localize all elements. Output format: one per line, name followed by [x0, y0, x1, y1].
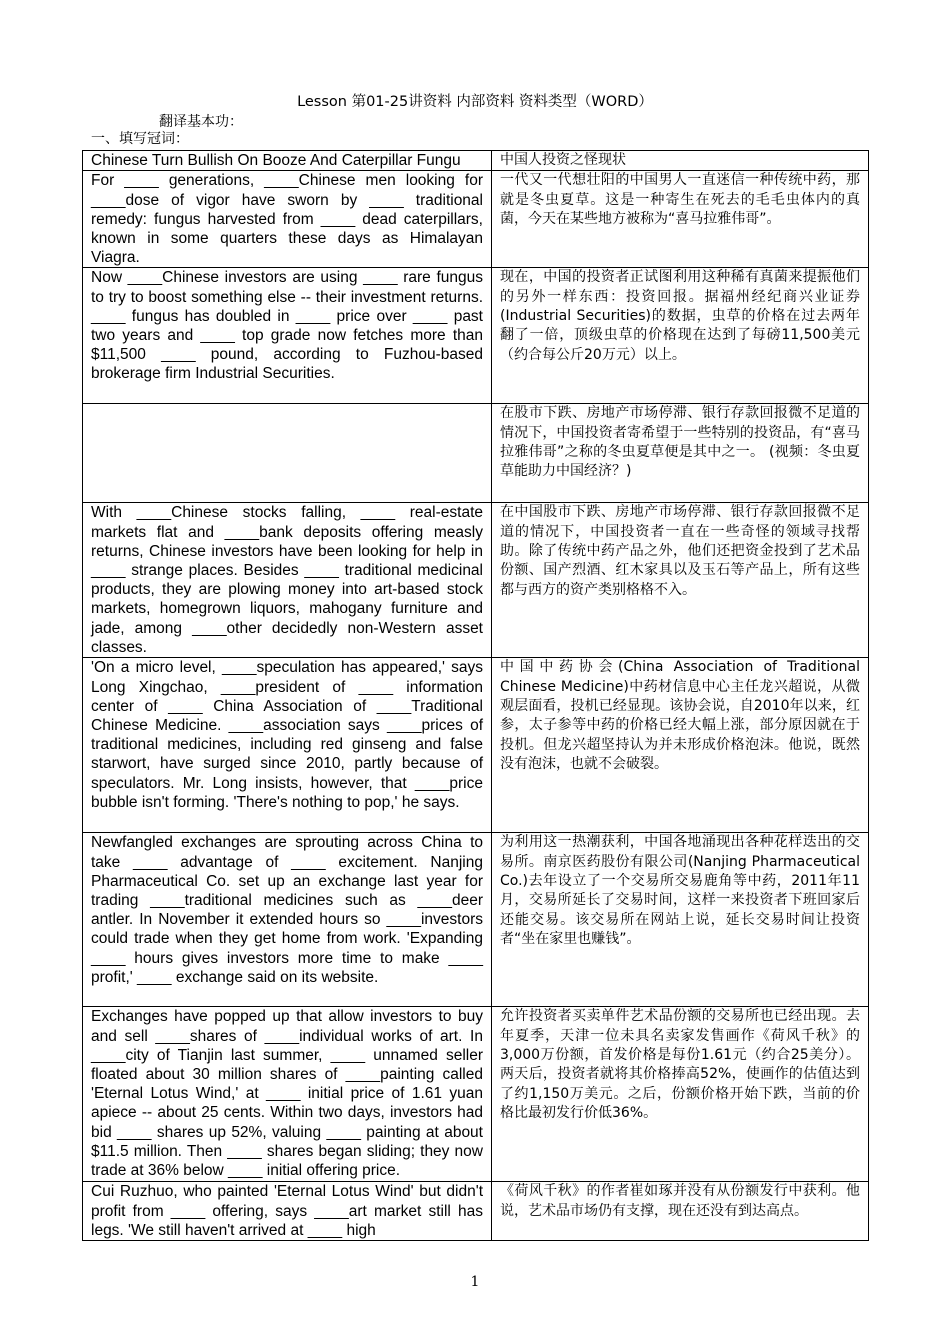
section-subtitle: 翻译基本功： [159, 114, 243, 130]
chinese-cell: 中国中药协会(China Association of Traditional Chinese Medicine)中药材信息中心主任龙兴超说，从微观层面看，投机已经显现。该协会说，自2010年以来，红参，太子参等中药的价格已经大幅上涨，部分原因就在于投机。但龙兴超坚持认为并未形成价格泡沫。他说，既然没有泡沫，也就不会破裂。 [492, 658, 869, 833]
chinese-cell: 《荷风千秋》的作者崔如琢并没有从份额发行中获利。他说，艺术品市场仍有支撑，现在还没有到达高点。 [492, 1182, 869, 1241]
table-row [83, 1182, 869, 1241]
chinese-cell: 中国人投资之怪现状 [492, 151, 869, 171]
english-cell: Cui Ruzhuo, who painted 'Eternal Lotus Wind' but didn't profit from ____ offering, says ____art market still has legs. 'We still haven't arrived at ____ high [83, 1182, 492, 1241]
english-cell: For ____ generations, ____Chinese men looking for ____dose of vigor have sworn by ____ traditional remedy: fungus harvested from ____ dead caterpillars, known in some quarters these days as Himalayan Viagra. [83, 171, 492, 268]
english-cell: Exchanges have popped up that allow investors to buy and sell ____shares of ____individual works of art. In ____city of Tianjin last summer, ____ unnamed seller floated about 30 million shares of ____painting called 'Eternal Lotus Wind,' at ____ initial price of 1.61 yuan apiece -- about 25 cents. Within two days, investors had bid ____ shares up 52%, valuing ____ painting at about $11.5 million. Then ____ shares began sliding; they now trade at 36% below ____ initial offering price. [83, 1007, 492, 1182]
chinese-cell: 允许投资者买卖单件艺术品份额的交易所也已经出现。去年夏季，天津一位未具名卖家发售画作《荷风千秋》的3,000万份额，首发价格是每份1.61元（约合25美分）。两天后，投资者就将其价格捧高52%，使画作的估值达到了约1,150万美元。之后，份额价格开始下跌，当前的价格比最初发行价低36%。 [492, 1007, 869, 1182]
table-row [83, 658, 869, 833]
table-row [83, 268, 869, 404]
chinese-cell: 现在，中国的投资者正试图利用这种稀有真菌来提振他们的另外一样东西：投资回报。据福州经纪商兴业证券(Industrial Securities)的数据，虫草的价格在过去两年翻了一倍，顶级虫草的价格现在达到了每磅11,500美元（约合每公斤20万元）以上。 [492, 268, 869, 404]
chinese-cell: 在中国股市下跌、房地产市场停滞、银行存款回报微不足道的情况下，中国投资者一直在一些奇怪的领域寻找帮助。除了传统中药产品之外，他们还把资金投到了艺术品份额、国产烈酒、红木家具以及玉石等产品上，所有这些都与西方的资产类别格格不入。 [492, 503, 869, 658]
english-cell: Now ____Chinese investors are using ____ rare fungus to try to boost something else -- their investment returns. ____ fungus has doubled in ____ price over ____ past two years and ____ top grade now fetches more than $11,500 ____ pound, according to Fuzhou-based brokerage firm Industrial Securities. [83, 268, 492, 404]
table-row [83, 1007, 869, 1182]
chinese-cell: 一代又一代想壮阳的中国男人一直迷信一种传统中药，那就是冬虫夏草。这是一种寄生在死去的毛毛虫体内的真菌，今天在某些地方被称为“喜马拉雅伟哥”。 [492, 171, 869, 268]
table-row [83, 171, 869, 268]
english-cell: Newfangled exchanges are sprouting across China to take ____ advantage of ____ excitement. Nanjing Pharmaceutical Co. set up an exchange last year for trading ____traditional medicines such as ____deer antler. In November it extended hours so ____investors could trade when they get home from work. 'Expanding ____ hours gives investors more time to make ____ profit,' ____ exchange said on its website. [83, 833, 492, 1007]
translation-table [82, 150, 869, 1241]
table-row [83, 404, 869, 503]
section-heading: 一、填写冠词： [91, 131, 189, 147]
english-cell: With ____Chinese stocks falling, ____ real-estate markets flat and ____bank deposits offering measly returns, Chinese investors have been looking for help in ____ strange places. Besides ____ traditional medicinal products, they are plowing money into art-based stock markets, homegrown liquors, mahogany furniture and jade, among ____other decidedly non-Western asset classes. [83, 503, 492, 658]
chinese-cell: 为利用这一热潮获利，中国各地涌现出各种花样迭出的交易所。南京医药股份有限公司(Nanjing Pharmaceutical Co.)去年设立了一个交易所交易鹿角等中药，2011年11月，交易所延长了交易时间，这样一来投资者下班回家后还能交易。该交易所在网站上说，延长交易时间让投资者“坐在家里也赚钱”。 [492, 833, 869, 1007]
english-cell: 'On a micro level, ____speculation has appeared,' says Long Xingchao, ____president of ____ information center of ____ China Association of ____Traditional Chinese Medicine. ____association says ____prices of traditional medicines, including red ginseng and false starwort, have surged since 2010, partly because of speculators. Mr. Long insists, however, that ____price bubble isn't forming. 'There's nothing to pop,' he says. [83, 658, 492, 833]
table-row [83, 503, 869, 658]
document-title: Lesson 第01-25讲资料 内部资料 资料类型（WORD） [297, 94, 653, 110]
table-row [83, 151, 869, 171]
table-row [83, 833, 869, 1007]
english-cell [83, 404, 492, 503]
page-number: 1 [470, 1274, 480, 1290]
english-cell: Chinese Turn Bullish On Booze And Caterpillar Fungu [83, 151, 492, 171]
chinese-cell: 在股市下跌、房地产市场停滞、银行存款回报微不足道的情况下，中国投资者寄希望于一些特别的投资品，有“喜马拉雅伟哥”之称的冬虫夏草便是其中之一。 (视频：冬虫夏草能助力中国经济？) [492, 404, 869, 503]
